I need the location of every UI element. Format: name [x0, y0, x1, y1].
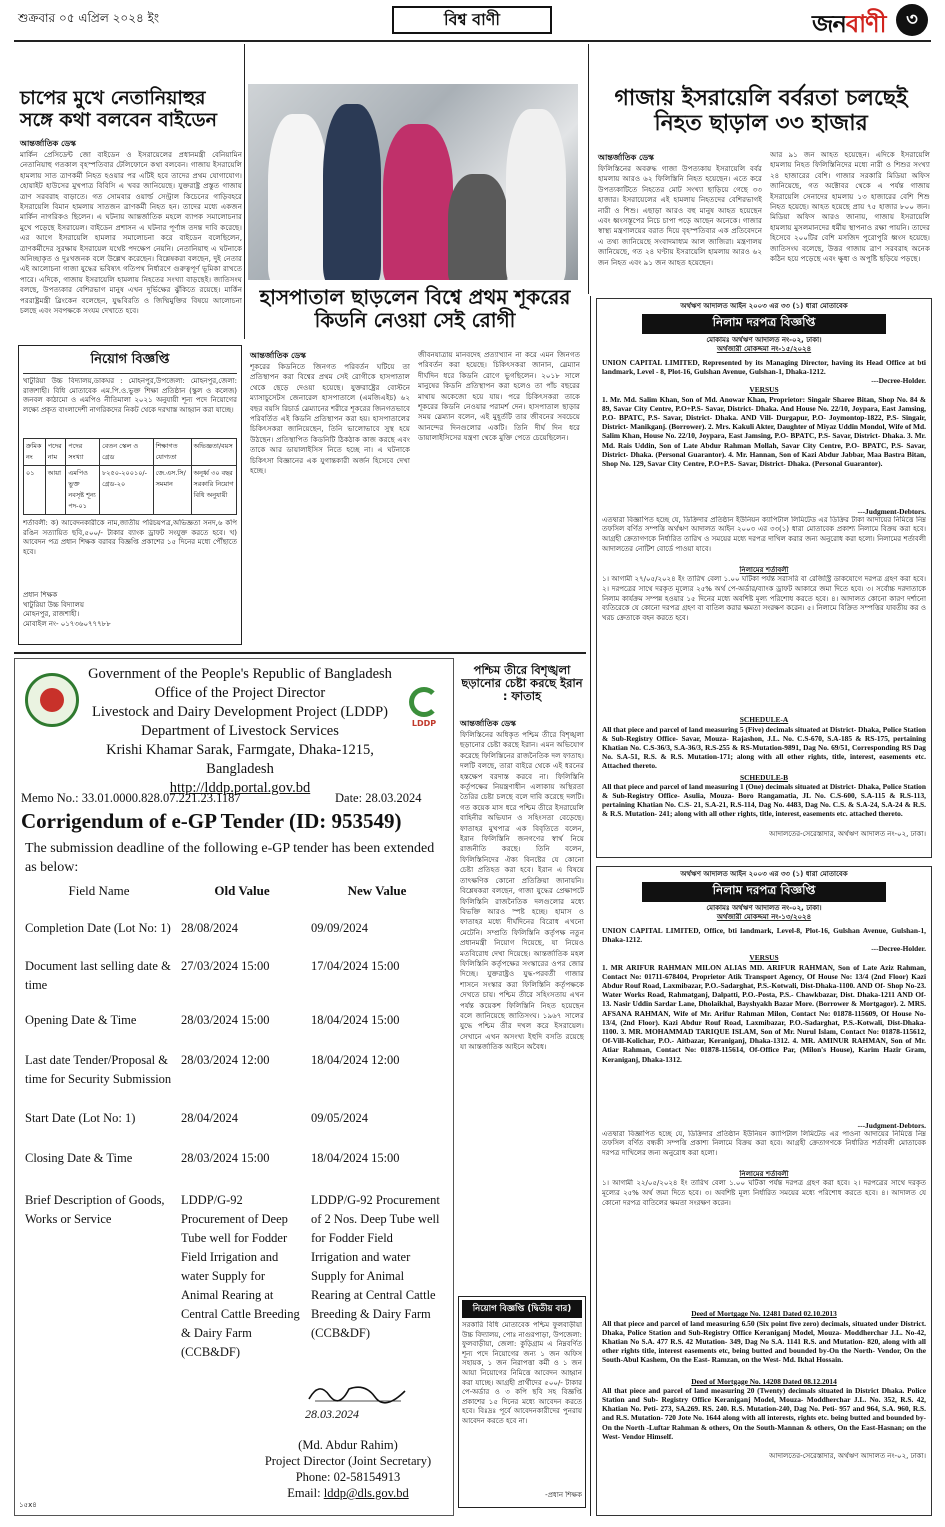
recruitment-ad-2 — [458, 1296, 586, 1508]
auction-2-title: নিলাম দরপত্র বিজ্ঞপ্তি — [642, 882, 886, 902]
story1-body: মার্কিন প্রেসিডেন্ট জো বাইডেন ও ইসরায়েলের প্রধানমন্ত্রী বেনিয়ামিন নেতানিয়াহু গতকাল বৃহস্পতিবার টেলিফোনে কথা বলবেন। গাজায় ইসরায়েলি হামলায় সাত ত্রাণকর্মী নিহত হওয়ার পর এটিই হবে তাদের প্রথম যোগাযোগ। হোয়াইট হাউসের মুখপাত্র বিবিসি এ খবর জানিয়েছে। যুক্তরাষ্ট্র প্রস্তুত গাজায় ত্রাণ সরবরাহ বাড়াতে। গত সোমবার ওয়ার্ল্ড সেন্ট্রাল কিচেনের গাড়িবহরে ইসরায়েলি বিমান হামলায় সাতজন ত্রাণকর্মী নিহত হন। তাদের মধ্যে একজন মার্কিন নাগরিকও ছিলেন। এ ঘটনায় আন্তর্জাতিক মহলে ব্যাপক সমালোচনার মুখে পড়েছে ইসরায়েল। বাইডেন প্রশাসন এ ঘটনার পূর্ণাঙ্গ তদন্ত দাবি করেছে। এর আগে ইসরায়েলি হামলার সমালোচনা করে বাইডেন বলেছিলেন, ত্রাণকর্মীদের সুরক্ষায় ইসরায়েল যথেষ্ট পদক্ষেপ নেয়নি। নেতানিয়াহু এ ঘটনাকে অনিচ্ছাকৃত ও দুঃখজনক বলে উল্লেখ করেছেন। বিশ্লেষকরা বলছেন, দুই নেতার এই আলোচনা গাজা যুদ্ধের ভবিষ্যৎ গতিপথ নির্ধারণে গুরুত্বপূর্ণ ভূমিকা রাখতে পারে। এদিকে, গাজায় ইসরায়েলি হামলায় নিহতের সংখ্যা বাড়ছেই। জাতিসংঘ বলছে, উপত্যকার বেশিরভাগ মানুষ এখন দুর্ভিক্ষের ঝুঁকিতে রয়েছে। মার্কিন পররাষ্ট্রমন্ত্রী ব্লিংকেন বলেছেন, যুদ্ধবিরতি ও জিম্মিমুক্তির বিষয়ে আলোচনা চলছে এবং সবপক্ষকে সংযম দেখাতে হবে। — [20, 150, 242, 316]
recruitment-signature: প্রধান শিক্ষক খাটুরিয়া উচ্চ বিদ্যালয় মোহনপুর, রাজশাহী। মোবাইল নং- ০১৭৩৬০৭৭৭৮৮ — [23, 591, 111, 628]
table-cell: 28/08/2024 — [181, 921, 238, 935]
table-cell: 28/04/2024 — [181, 1111, 238, 1125]
auction-2-deed-2: All that piece and parcel of land measuring 20 (Twenty) decimals situated in District Dhaka. Police Station and Sub- Registry Office Keraniganj Model, Mouza- Moddherchar J.L. No. 352, R.S. 42, Khatian No. Peti- 273, SA.269. RS. 240. R.S. Mutation-240, Dag No. Peti- 957 and 964, S.A. 960, R.S. and R.S. Mutation- 720 Jote No. 1644 along with all interests, rights etc. being butted and bounded by-On the North -Luftar Rahman & others, On the South-Mannan & others, On the East-Hasnan; on the West- Vendor Himself. — [602, 1385, 926, 1441]
auction-1-court: মোকামঃ অর্থঋণ আদালত নং-০২, ঢাকা। — [706, 335, 822, 344]
table-cell: ৮২৫০-২০০১০/- গ্রেড-২০ — [100, 466, 154, 515]
auction-2-plaintiff: UNION CAPITAL LIMITED, Office, bti landmark, Level-8, Plot-16, Gulshan Avenue, Gulshan-1, Dhaka-1212. — [602, 925, 926, 944]
table-row — [21, 1149, 447, 1191]
table-cell: আয়া — [45, 466, 66, 515]
col-header: বেতন স্কেল ও গ্রেড — [100, 439, 154, 466]
table-cell: Last date Tender/Proposal & time for Security Submission — [25, 1053, 172, 1086]
recruitment-2-title: নিয়োগ বিজ্ঞপ্তি (দ্বিতীয় বার) — [462, 1300, 582, 1318]
auction-2-deed-1: All that piece and parcel of land measuring 6.50 (Six point five zero) decimals, situated under District. Dhaka, Police Station and Sub-Registry Office Keraniganj Model, Mouza- Moddherchar J.L. No-42, Khatian No S.A. 477 R.S. 42 Mutation- 349, Dag No S.A. 1141 R.S. and Mutation- 820, along with all other rights title, interest easements etc, being butted and bounded by-On the North- Vendor, On the South-Abul Kashem, On the East- Ramzan, on the West- Md. Ikhal Hossain. — [602, 1318, 926, 1365]
tender-intro: The submission deadline of the following e-GP tender has been extended as below: — [25, 841, 435, 875]
story2-body-a: ফিলিস্তিনের অবরুদ্ধ গাজা উপত্যকায় ইসরায়েলি বর্বর হামলায় আরও ৬২ ফিলিস্তিনি নিহত হয়েছেন। এতে করে উপত্যকাটিতে নিহতের মোট সংখ্যা ছাড়িয়ে গেছে ৩৩ হাজার। ইসরায়েলের এই হামলায় নিহতদের বেশিরভাগই নারী ও শিশু। এছাড়া আরও বহু মানুষ আহত হয়েছেন এবং ধ্বংসস্তূপের নিচে চাপা পড়ে আছেন অনেকে। গাজার স্বাস্থ্য মন্ত্রণালয়ের বরাত দিয়ে বৃহস্পতিবার এক প্রতিবেদনে এ তথ্য জানিয়েছে সংবাদমাধ্যম আল জাজিরা। মন্ত্রণালয় জানিয়েছে, গত ২৪ ঘণ্টায় ইসরায়েলি হামলায় আরও ৬২ জন নিহত এবং ৯১ জন আহত হয়েছেন। — [598, 164, 762, 267]
table-cell: 18/04/2024 12:00 — [311, 1053, 400, 1067]
tender-signatory: (Md. Abdur Rahim) Project Director (Joint Secretary) Phone: 02-58154913 Email: lddp@dls.gov.bd — [264, 1438, 432, 1500]
header-rule — [14, 40, 931, 42]
auction-1-defendants: 1. Mr. Md. Salim Khan, Son of Md. Anowar Khan, Proprietor: Singair Sharee Bitan, Shop No. 84 & 89, Savar City Centre, P.O+P.S- Savar, District- Dhaka. And House No. 22/10, Joypara, East Jamsing, P.O- BPATC, P.S- Savar, District- Dhaka. AND Vill- Durgapur, P.O- Joymontop-1822, P.S- Singair, District- Manikganj. (Borrower). 2. Mrs. Kakuli Akter, Daughter of Miyaz Uddin Mondol, Wife of Md. Salim Khan, House No. 22/10, Joypara, East Jamsing, P.O- BPATC, P.S- Savar, District- Dhaka. 3. Mr. Md. Rais Uddin, Son of Late Abdur Rahman Mollah, Savar City Centre, P.O- BPATC, P.S- Savar, District- Dhaka. (Personal Guarantor). 4. Mr. Hannan, Son of Kazi Abdur Jabbar, Maa Bastra Bitan, Shop No. 129, Savar City Centre, P.O+P.S- Savar, District- Dhaka. (Personal Guarantor). — [602, 394, 926, 469]
auction-notice-1: অর্থঋণ আদালত আইন ২০০৩ এর ৩৩ (১) ধারা মোতাবেক নিলাম দরপত্র বিজ্ঞপ্তি মোকামঃ অর্থঋণ আদালত নং-০২, ঢাকা। অর্থজারী মোকদ্দমা নং-১৫/২০২৪ UNION CAPITAL LIMITED, Represented by its Managing Director, having its Head Office at bti landmark, Level - 8, Plot-16, Gulshan Avenue, Gulshan-1, Dhaka-1212. ---Decree-Holder. VERSUS 1. Mr. Md. Salim Khan, Son of Md. Anowar Khan, Proprietor: Singair Sharee Bitan, Shop No. 84 & 89, Savar City Centre, P.O+P.S- Savar, District- Dhaka. And House No. 22/10, Joypara, East Jamsing, P.O- BPATC, P.S- Savar, District- Dhaka. AND Vill- Durgapur, P.O- Joymontop-1822, P.S- Singair, District- Manikganj. (Borrower). 2. Mrs. Kakuli Akter, Daughter of Miyaz Uddin Mondol, Wife of Md. Salim Khan, House No. 22/10, Joypara, East Jamsing, P.O- BPATC, P.S- Savar, District- Dhaka. 3. Mr. Md. Rais Uddin, Son of Late Abdur Rahman Mollah, Savar City Centre, P.O- BPATC, P.S- Savar, District- Dhaka. (Personal Guarantor). 4. Mr. Hannan, Son of Kazi Abdur Jabbar, Maa Bastra Bitan, Shop No. 129, Savar City Centre, P.O+P.S- Savar, District- Dhaka. (Personal Guarantor). ---Judgment-Debtors. এতদ্বারা বিজ্ঞাপিত হচ্ছে যে, ডিক্রিদার প্রতিষ্ঠান ইউনিয়ন ক্যাপিটাল লিমিটেড এর ডিক্রির টাকা আদায়ের নিমিত্তে নিম্ন তফসিল বর্ণিত সম্পত্তি অর্থঋণ আদালত আইন ২০০৩ এর ৩৩(১) ধারা মোতাবেক প্রকাশ্য নিলামে বিক্রয় করা হবে। আগ্রহী ক্রেতাগণকে নির্ধারিত তারিখ ও সময়ের মধ্যে দরপত্র দাখিল করার জন্য অনুরোধ করা হলো। নিলামের শর্তাবলী আদালতের নোটিশ বোর্ডে পাওয়া যাবে। নিলামের শর্তাবলী ১। আগামী ২৭/০৫/২০২৪ ইং তারিখ বেলা ১.০০ ঘটিকা পর্যন্ত সরাসরি বা রেজিস্ট্রি ডাকযোগে দরপত্র গ্রহণ করা হবে। ২। দরপত্রের সাথে দরকৃত মূল্যের ২৫% অর্থ পে-অর্ডার/ব্যাংক ড্রাফট আকারে জমা দিতে হবে। ৩। সর্বোচ্চ দরদাতাকে নিলাম কার্যক্রম সম্পন্ন হওয়ার ১৫ দিনের মধ্যে অবশিষ্ট মূল্য পরিশোধ করতে হবে। ৪। আদালত কোনো কারণ দর্শানো ব্যতিরেকে যে কোনো দরপত্র গ্রহণ বা বাতিল করার ক্ষমতা সংরক্ষণ করেন। ৫। নিলামে বিক্রিত সম্পত্তির যাবতীয় কর ও খরচ ক্রেতাকে বহন করতে হবে। SCHEDULE-A All that piece and parcel of land measuring 5 (Five) decimals situated at District- Dhaka, Police Station & Sub-Registry Office- Savar, Mouza- Rajashon, J.L. No. C.S-670, S.A-185 & RS-175, pertaining Khatian No. C.S-36/3, S.A-36/3, R.S-255 & RS-Mutation-9891, Dag No. 69/51, Corresponding RS Dag No. S.A-51, R.S. & R.S. Mutation-171; along with all other rights, title, interest, easements etc. Attached thereto. SCHEDULE-B All that piece and parcel of land measuring 1 (One) decimals situated at District- Dhaka, Police Station & Sub-Registry Office- Asulia, Mouza- Boro Rangamatia, JL No. C.S-600, S.A-115 & R.S-113, pertaining Khatian No. C.S- 21, S.A-21, R.S-114, Dag No. 4483, Dag No. C.S. & S.A-24, S.A-24 & R.S. & R.S. Mutation- 241; along with all other rights, title, interest, easements etc. attached thereto. আদালতের-সেরেস্তাদার, অর্থঋণ আদালত নং-০২, ঢাকা। — [596, 298, 932, 858]
table-cell: জে.এস.সি/ সমমান — [153, 466, 191, 515]
table-cell: LDDP/G-92 Procurement of 2 Nos. Deep Tube well for Fodder Field Irrigation and water Supply for Animal Rearing at Central Cattle Breeding & Dairy Farm (CCB&DF) — [311, 1193, 440, 1340]
story1-headline: চাপের মুখে নেতানিয়াহুর সঙ্গে কথা বলবেন বাইডেন — [20, 87, 217, 131]
col-header: শিক্ষাগত যোগ্যতা — [153, 439, 191, 466]
auction-2-case: অর্থজারী মোকদ্দমা নং-১৩/২০২৪ — [716, 913, 812, 922]
table-cell: LDDP/G-92 Procurement of Deep Tube well for Fodder Field Irrigation and water Supply for Animal Rearing at Central Cattle Breeding & Dairy Farm (CCB&DF) — [181, 1193, 300, 1359]
table-cell: ০১ — [24, 466, 46, 515]
issue-date: শুক্রবার ০৫ এপ্রিল ২০২৪ ইং — [18, 11, 160, 25]
story3-byline: আন্তর্জাতিক ডেস্ক — [250, 351, 306, 360]
government-seal-icon — [25, 673, 79, 727]
section-rule — [14, 652, 586, 654]
signature-date: 28.03.2024 — [305, 1407, 359, 1421]
col-header: ক্রমিক নং — [24, 439, 46, 466]
story4-headline: পশ্চিম তীরে বিশৃঙ্খলা ছড়ানোর চেষ্টা করছে ইরান : ফাতাহ — [461, 663, 583, 704]
auction-2-footer: আদালতের-সেরেস্তাদার, অর্থঋণ আদালত নং-০২, ঢাকা। — [769, 1451, 926, 1460]
recruitment-title: নিয়োগ বিজ্ঞপ্তি — [23, 350, 237, 374]
col-header: অভিজ্ঞতা/বয়স — [191, 439, 236, 466]
recruitment-terms: শর্তাবলী: ক) আবেদনকারীকে নাম,জাতীয় পরিচয়পত্র,অভিজ্ঞতা সনদ,৬ কপি রঙিন সত্যায়িত ছবি,৫০০/- টাকার ব্যাংক ড্রাফট সংযুক্ত করতে হবে। খ) আবেদন পত্র প্রধান শিক্ষক বরাবর বিজ্ঞপ্তি প্রকাশের ১৫ দিনের মধ্যে পৌঁছাতে হবে। — [23, 519, 237, 556]
table-row — [24, 466, 237, 515]
auction-2-body: এতদ্বারা বিজ্ঞাপিত হচ্ছে যে, ডিক্রিদার প্রতিষ্ঠান ইউনিয়ন ক্যাপিটাল লিমিটেড এর পাওনা আদায়ের নিমিত্তে নিম্ন তফসিল বর্ণিত বন্ধকী সম্পত্তি প্রকাশ্য নিলামে বিক্রয় করা হবে। আগ্রহী ক্রেতাগণকে নির্ধারিত শর্তাবলী মোতাবেক দরপত্র দাখিলের জন্য অনুরোধ করা হলো। — [602, 1129, 926, 1157]
recruitment-intro: খাটুরিয়া উচ্চ বিদ্যালয়,ডাকঘর : মোহনপুর,উপজেলা: মোহনপুর,জেলা: রাজশাহী। বিধি মোতাবেক এম.পি.ও.ভুক্ত শিক্ষা প্রতিষ্ঠান (স্কুল ও কলেজ) জনবল কাঠামো ও এমপিও নীতিমালা ২০২১ অনুযায়ী শূন্য পদে নিয়োগের লক্ষ্যে প্রকৃত বাংলাদেশী নাগরিকদের নিকট থেকে দরখাস্ত আহ্বান করা যাচ্ছে। — [23, 377, 237, 414]
tender-table — [21, 881, 447, 1362]
tender-letterhead: Government of the People's Republic of Bangladesh Office of the Project Director Livestock and Dairy Development Project (LDDP) Department of Livestock Services Krishi Khamar Sarak, Farmgate, Dhaka-1215, Bangladesh http://lddp.portal.gov.bd — [75, 665, 405, 798]
table-cell: Closing Date & Time — [25, 1151, 133, 1165]
col-field-name: Field Name — [68, 883, 130, 898]
tender-email-link[interactable]: lddp@dls.gov.bd — [323, 1486, 409, 1500]
col-old-value: Old Value — [214, 883, 270, 898]
section-title: বিশ্ব বাণী — [392, 6, 552, 34]
auction-1-schedule-b: All that piece and parcel of land measuring 1 (One) decimals situated at District- Dhaka, Police Station & Sub-Registry Office- Asulia, Mouza- Boro Rangamatia, JL No. C.S-600, S.A-115 & R.S-113, pertaining Khatian No. C.S- 21, S.A-21, R.S-114, Dag No. 4483, Dag No. C.S. & S.A-24, S.A-24 & R.S. & R.S. Mutation- 241; along with all other rights, title, interest, easements etc. attached thereto. — [602, 781, 926, 819]
table-cell: 27/03/2024 15:00 — [181, 959, 270, 973]
lddp-logo-icon: LDDP — [401, 685, 447, 731]
story3-headline: হাসপাতাল ছাড়লেন বিশ্বে প্রথম শূকরের কিডনি নেওয়া সেই রোগী — [259, 285, 571, 332]
recruitment-table — [23, 438, 237, 515]
tender-date: Date: 28.03.2024 — [335, 791, 422, 805]
signature-scribble — [305, 1379, 425, 1405]
table-row — [21, 1051, 447, 1109]
page-number: ৩ — [896, 4, 928, 36]
table-row — [21, 1109, 447, 1149]
auction-notice-2: অর্থঋণ আদালত আইন ২০০৩ এর ৩৩ (১) ধারা মোতাবেক নিলাম দরপত্র বিজ্ঞপ্তি মোকামঃ অর্থঋণ আদালত নং-০২, ঢাকা। অর্থজারী মোকদ্দমা নং-১৩/২০২৪ UNION CAPITAL LIMITED, Office, bti landmark, Level-8, Plot-16, Gulshan Avenue, Gulshan-1, Dhaka-1212. ---Decree-Holder. VERSUS 1. MR ARIFUR RAHMAN MILON ALIAS MD. ARIFUR RAHMAN, Son of Late Aziz Rahman, Contact No: 01711-678404, Proprietor Atik Transport Agency, Of House No: 13/4 (2nd Floor) Kazi Abdur Rouf Road, Laxmibazar, P.O.-Sadarghat, P.S.-Kotwali, Dist-Dhaka-1100. AND Of- Shop No-23. Water Works Road, Rahmatganj, Dalpatti, P.O.-Posta, P.S.- Chawkbazar, Dist. Dhaka-1211 AND Of-13. Nasir Uddin Sardar Lane, Dholaikhal, Bayshyakh Bazar More. (Borrower & Mortgagor). 2. MRS. AFSANA RAHMAN, Wife of Mr. Arifur Rahman Milon, Contact No: 01878-115609, Of House No-13/4, (2nd Floor). Kazi Abdur Rouf Road, Laxmibazar, P.O.-Sadarghat, P.S.-Kotwali, Dist-Dhaka-1100. 3. MR. MOHAMMAD TARIQUE ISLAM, Son of Mr. Nurul Islam, Contact No: 01878-115612, Of-Vill-Kolichar, P.O.- Aitbazar, Keraniganj, Dhaka-1312. 4. MR. AMINUR RAHMAN, Son of Mr. Atiar Rahman, Contact No: 01878-115614, Of-Office Par, (Milon's House), Karim Hazir Gram, Keraniganj, Dhaka-1312. ---Judgment-Debtors. এতদ্বারা বিজ্ঞাপিত হচ্ছে যে, ডিক্রিদার প্রতিষ্ঠান ইউনিয়ন ক্যাপিটাল লিমিটেড এর পাওনা আদায়ের নিমিত্তে নিম্ন তফসিল বর্ণিত বন্ধকী সম্পত্তি প্রকাশ্য নিলামে বিক্রয় করা হবে। আগ্রহী ক্রেতাগণকে নির্ধারিত শর্তাবলী মোতাবেক দরপত্র দাখিলের জন্য অনুরোধ করা হলো। নিলামের শর্তাবলী ১। আগামী ২২/০৫/২০২৪ ইং তারিখ বেলা ১.০০ ঘটিকা পর্যন্ত দরপত্র গ্রহণ করা হবে। ২। দরপত্রের সাথে দরকৃত মূল্যের ২৫% অর্থ জমা দিতে হবে। ৩। অবশিষ্ট মূল্য নির্ধারিত সময়ের মধ্যে পরিশোধ করতে হবে। ৪। আদালত যে কোনো দরপত্র বাতিলের ক্ষমতা সংরক্ষণ করেন। Deed of Mortgage No. 12481 Dated 02.10.2013 All that piece and parcel of land measuring 6.50 (Six point five zero) decimals, situated under District. Dhaka, Police Station and Sub-Registry Office Keraniganj Model, Mouza- Moddherchar J.L. No-42, Khatian No S.A. 477 R.S. 42 Mutation- 349, Dag No S.A. 1141 R.S. and Mutation- 820, along with all other rights title, interest easements etc, being butted and bounded by-On the North- Vendor, On the South-Abul Kashem, On the East- Ramzan, on the West- Md. Ikhal Hossain. Deed of Mortgage No. 14208 Dated 08.12.2014 All that piece and parcel of land measuring 20 (Twenty) decimals situated in District Dhaka. Police Station and Sub- Registry Office Keraniganj Model, Mouza- Moddherchar J.L. No. 352, R.S. 42, Khatian No. Peti- 273, SA.269. RS. 240. R.S. Mutation-240, Dag No. Peti- 957 and 964, S.A. 960, R.S. and R.S. Mutation- 720 Jote No. 1644 along with all interests, rights etc. being butted and bounded by-On the North -Luftar Rahman & others, On the South-Mannan & others, On the East-Hasnan; on the West- Vendor Himself. আদালতের-সেরেস্তাদার, অর্থঋণ আদালত নং-০২, ঢাকা। — [596, 866, 932, 1516]
auction-1-terms: ১। আগামী ২৭/০৫/২০২৪ ইং তারিখ বেলা ১.০০ ঘটিকা পর্যন্ত সরাসরি বা রেজিস্ট্রি ডাকযোগে দরপত্র গ্রহণ করা হবে। ২। দরপত্রের সাথে দরকৃত মূল্যের ২৫% অর্থ পে-অর্ডার/ব্যাংক ড্রাফট আকারে জমা দিতে হবে। ৩। সর্বোচ্চ দরদাতাকে নিলাম কার্যক্রম সম্পন্ন হওয়ার ১৫ দিনের মধ্যে অবশিষ্ট মূল্য পরিশোধ করতে হবে। ৪। আদালত কোনো কারণ দর্শানো ব্যতিরেকে যে কোনো দরপত্র গ্রহণ বা বাতিল করার ক্ষমতা সংরক্ষণ করেন। ৫। নিলামে বিক্রিত সম্পত্তির যাবতীয় কর ও খরচ ক্রেতাকে বহন করতে হবে। — [602, 575, 926, 622]
story4-body: ফিলিস্তিনের অধিকৃত পশ্চিম তীরে বিশৃঙ্খলা ছড়ানোর চেষ্টা করছে ইরান। এমন অভিযোগ করেছে ফিলিস্তিনের রাজনৈতিক দল ফাতাহ। দলটি বলছে, তারা বাইরে থেকে এই ধরনের হস্তক্ষেপ বরদাস্ত করবে না। ফিলিস্তিনি কর্তৃপক্ষের নিয়ন্ত্রণাধীন এলাকায় অস্থিরতা তৈরির চেষ্টা চলছে বলে দাবি করেছে দলটি। গত কয়েক মাস ধরে পশ্চিম তীরে ইসরায়েলি বাহিনীর অভিযান ও সহিংসতা বেড়েছে। ফাতাহর মুখপাত্র এক বিবৃতিতে বলেন, ইরান ফিলিস্তিনি জনগণের স্বার্থ নিয়ে রাজনীতি করছে। তিনি বলেন, ফিলিস্তিনিদের ঐক্য বিনষ্টের যে কোনো চেষ্টা প্রতিহত করা হবে। ইরান এ বিষয়ে তাৎক্ষণিক কোনো প্রতিক্রিয়া জানায়নি। বিশ্লেষকরা বলছেন, গাজা যুদ্ধের প্রেক্ষাপটে ফিলিস্তিনি রাজনৈতিক দলগুলোর মধ্যে বিভক্তি আরও স্পষ্ট হচ্ছে। হামাস ও ফাতাহর মধ্যে দীর্ঘদিনের বিরোধ এখনো মেটেনি। সম্প্রতি ফিলিস্তিনি কর্তৃপক্ষ নতুন প্রধানমন্ত্রী নিয়োগ দিয়েছে, যা নিয়েও মতবিরোধ দেখা দিয়েছে। আন্তর্জাতিক মহল ফিলিস্তিনি কর্তৃপক্ষের সংস্কারের ওপর জোর দিচ্ছে। যুক্তরাষ্ট্রও যুদ্ধ-পরবর্তী গাজার শাসনে সংস্কার করা ফিলিস্তিনি কর্তৃপক্ষকে দেখতে চায়। পশ্চিম তীরে সহিংসতায় এখন পর্যন্ত কয়েকশ ফিলিস্তিনি নিহত হয়েছেন বলে জানিয়েছে জাতিসংঘ। ১৯৬৭ সালের যুদ্ধে পশ্চিম তীর দখল করে ইসরায়েল। সেখানে এখন অসংখ্য ইহুদি বসতি রয়েছে যা আন্তর্জাতিক আইনে অবৈধ। — [460, 730, 584, 1052]
col-divider — [590, 296, 591, 1516]
auction-1-title: নিলাম দরপত্র বিজ্ঞপ্তি — [642, 314, 886, 334]
table-cell: Start Date (Lot No: 1) — [25, 1111, 136, 1125]
table-row — [21, 957, 447, 1011]
table-cell: 17/04/2024 15:00 — [311, 959, 400, 973]
table-cell: 28/03/2024 12:00 — [181, 1053, 270, 1067]
story3-body-b: জীবনযাত্রায় মানবদেহ প্রত্যাখ্যান না করে এমন জিনগত পরিবর্তন করা হয়েছে। চিকিৎসকরা জানান, স্লেম্যান দীর্ঘদিন ধরে কিডনি রোগে ভুগছিলেন। ২০১৮ সালে মানুষের কিডনি প্রতিস্থাপন করা হলেও তা পাঁচ বছরের মাথায় অকেজো হয়ে যায়। পরে চিকিৎসকরা তাকে শূকরের কিডনি নেওয়ার পরামর্শ দেন। হাসপাতাল ছাড়ার সময় স্লেম্যান বলেন, এই মুহূর্তটি তার জীবনের সবচেয়ে আনন্দের দিনগুলোর একটি। তিনি দীর্ঘ দিন ধরে ডায়ালাইসিসের যন্ত্রণা থেকে মুক্তি পেতে চেয়েছিলেন। — [418, 350, 580, 443]
auction-1-case: অর্থজারী মোকদ্দমা নং-১৫/২০২৪ — [716, 345, 812, 354]
table-cell: Brief Description of Goods, Works or Service — [25, 1193, 165, 1226]
table-cell: 28/03/2024 15:00 — [181, 1151, 270, 1165]
col-new-value: New Value — [347, 883, 407, 898]
auction-1-act: অর্থঋণ আদালত আইন ২০০৩ এর ৩৩ (১) ধারা মোতাবেক — [680, 302, 848, 310]
story2-byline: আন্তর্জাতিক ডেস্ক — [598, 153, 654, 162]
table-row — [21, 1011, 447, 1051]
story2-body-b: আর ৯১ জন আহত হয়েছেন। এদিকে ইসরায়েলি হামলায় নিহত ফিলিস্তিনিদের মধ্যে নারী ও শিশুর সংখ্যা ২৪ হাজারের বেশি। গাজার সরকারি মিডিয়া অফিস জানিয়েছে, গত অক্টোবর থেকে এ পর্যন্ত গাজায় ইসরায়েলি সেনাদের হামলায় ১৩ হাজারের বেশি শিশু নিহত হয়েছে। আহত হয়েছে প্রায় ৭৫ হাজার ৮০০ জন। মিডিয়া অফিস আরও জানায়, গাজায় ইসরায়েলি হামলায় মুসলমানদের ধর্মীয় স্থাপনাও রক্ষা পায়নি। তাদের হিসেবে ২০০টির বেশি মসজিদ পুরোপুরি ধ্বংস হয়েছে। জাতিসংঘ বলেছে, উত্তর গাজায় ত্রাণ সরবরাহ অনেক কঠিন হয়ে পড়েছে এবং ক্ষুধা ও অপুষ্টি ছড়িয়ে পড়ছে। — [770, 150, 930, 264]
col-header: পদের সংখ্যা — [66, 439, 100, 466]
auction-1-schedule-a: All that piece and parcel of land measuring 5 (Five) decimals situated at District- Dhaka, Police Station & Sub-Registry Office- Savar, Mouza- Rajashon, J.L. No. C.S-670, S.A-185 & RS-175, pertaining Khatian No. C.S-36/3, S.A-36/3, R.S-255 & RS-Mutation-9891, Dag No. 69/51, Corresponding RS Dag No. S.A-51, R.S. & R.S. Mutation-171; along with all other rights, title, interest, easements etc. Attached thereto. — [602, 724, 926, 771]
hospital-photo — [248, 84, 578, 280]
ad-code: ১৫x৪ — [19, 1501, 37, 1509]
auction-2-defendants: 1. MR ARIFUR RAHMAN MILON ALIAS MD. ARIFUR RAHMAN, Son of Late Aziz Rahman, Contact No: 01711-678404, Proprietor Atik Transport Agency, Of House No: 13/4 (2nd Floor) Kazi Abdur Rouf Road, Laxmibazar, P.O.-Sadarghat, P.S.-Kotwali, Dist-Dhaka-1100. AND Of- Shop No-23. Water Works Road, Rahmatganj, Dalpatti, P.O.-Posta, P.S.- Chawkbazar, Dist. Dhaka-1211 AND Of-13. Nasir Uddin Sardar Lane, Dholaikhal, Bayshyakh Bazar More. (Borrower & Mortgagor). 2. MRS. AFSANA RAHMAN, Wife of Mr. Arifur Rahman Milon, Contact No: 01878-115609, Of House No-13/4, (2nd Floor). Kazi Abdur Rouf Road, Laxmibazar, P.O.-Sadarghat, P.S.-Kotwali, Dist-Dhaka-1100. 3. MR. MOHAMMAD TARIQUE ISLAM, Son of Mr. Nurul Islam, Contact No: 01878-115612, Of-Vill-Kolichar, P.O.- Aitbazar, Keraniganj, Dhaka-1312. 4. MR. AMINUR RAHMAN, Son of Mr. Atiar Rahman, Contact No: 01878-115614, Of-Office Par, (Milon's House), Karim Hazir Gram, Keraniganj, Dhaka-1312. — [602, 962, 926, 1064]
tender-title: Corrigendum of e-GP Tender (ID: 953549) — [21, 809, 402, 833]
auction-2-terms: ১। আগামী ২২/০৫/২০২৪ ইং তারিখ বেলা ১.০০ ঘটিকা পর্যন্ত দরপত্র গ্রহণ করা হবে। ২। দরপত্রের সাথে দরকৃত মূল্যের ২৫% অর্থ জমা দিতে হবে। ৩। অবশিষ্ট মূল্য নির্ধারিত সময়ের মধ্যে পরিশোধ করতে হবে। ৪। আদালত যে কোনো দরপত্র বাতিলের ক্ষমতা সংরক্ষণ করেন। — [602, 1179, 926, 1207]
table-cell: 18/04/2024 15:00 — [311, 1151, 400, 1165]
tender-notice — [14, 658, 454, 1516]
table-cell: Completion Date (Lot No: 1) — [25, 921, 171, 935]
table-cell: এমপিও ভুক্ত নবসৃষ্ট শূন্য পদ-০১ — [66, 466, 100, 515]
table-cell: 09/05/2024 — [311, 1111, 368, 1125]
col-divider — [588, 44, 589, 294]
story2-headline: গাজায় ইসরায়েলি বর্বরতা চলছেই নিহত ছাড়াল ৩৩ হাজার — [614, 86, 908, 137]
story1-byline: আন্তর্জাতিক ডেস্ক — [20, 139, 76, 148]
story4-byline: আন্তর্জাতিক ডেস্ক — [460, 719, 516, 728]
auction-1-plaintiff: UNION CAPITAL LIMITED, Represented by its Managing Director, having its Head Office at bti landmark, Level - 8, Plot-16, Gulshan Avenue, Gulshan-1, Dhaka-1212. — [602, 357, 926, 376]
tender-memo: Memo No.: 33.01.0000.828.07.221.23.1187 — [21, 791, 241, 805]
table-cell: 18/04/2024 15:00 — [311, 1013, 400, 1027]
table-cell: Opening Date & Time — [25, 1013, 137, 1027]
table-row — [21, 1191, 447, 1362]
auction-1-body: এতদ্বারা বিজ্ঞাপিত হচ্ছে যে, ডিক্রিদার প্রতিষ্ঠান ইউনিয়ন ক্যাপিটাল লিমিটেড এর ডিক্রির টাকা আদায়ের নিমিত্তে নিম্ন তফসিল বর্ণিত সম্পত্তি অর্থঋণ আদালত আইন ২০০৩ এর ৩৩(১) ধারা মোতাবেক প্রকাশ্য নিলামে বিক্রয় করা হবে। আগ্রহী ক্রেতাগণকে নির্ধারিত তারিখ ও সময়ের মধ্যে দরপত্র দাখিল করার জন্য অনুরোধ করা হলো। নিলামের শর্তাবলী আদালতের নোটিশ বোর্ডে পাওয়া যাবে। — [602, 515, 926, 553]
recruitment-2-sign: -প্রধান শিক্ষক — [545, 1491, 582, 1499]
col-header: পদের নাম — [45, 439, 66, 466]
auction-2-court: মোকামঃ অর্থঋণ আদালত নং-০২, ঢাকা। — [706, 903, 822, 912]
table-cell: 09/09/2024 — [311, 921, 368, 935]
table-cell: Document last selling date & time — [25, 959, 171, 992]
col-divider — [244, 44, 245, 339]
brand-logo: জনবাণী — [812, 10, 886, 38]
table-row — [21, 919, 447, 957]
story3-body-a: শূকরের কিডনিতে জিনগত পরিবর্তন ঘটিয়ে তা প্রতিস্থাপন করা বিশ্বের প্রথম সেই রোগীকে হাসপাতাল থেকে ছেড়ে দেওয়া হয়েছে। যুক্তরাষ্ট্রের বোস্টনে ম্যাসাচুসেটস জেনারেল হাসপাতালে (এমজিএইচ) ৬২ বছর বয়সি রিচার্ড স্লেম্যানের শরীরে শূকরের জিনগতভাবে পরিবর্তিত এই কিডনি প্রতিস্থাপন করা হয়। হাসপাতালের চিকিৎসকরা জানিয়েছেন, তিনি ভালোভাবে সুস্থ হয়ে উঠছেন। প্রতিস্থাপিত কিডনিটি ঠিকঠাক কাজ করছে এবং তাকে আর ডায়ালাইসিস নিতে হচ্ছে না। এ ঘটনাকে চিকিৎসা বিজ্ঞানের এক যুগান্তকারী অর্জন হিসেবে দেখা হচ্ছে। — [250, 362, 410, 476]
auction-1-footer: আদালতের-সেরেস্তাদার, অর্থঋণ আদালত নং-০২, ঢাকা। — [769, 829, 926, 838]
recruitment-ad — [18, 345, 242, 645]
table-cell: 28/03/2024 15:00 — [181, 1013, 270, 1027]
auction-2-act: অর্থঋণ আদালত আইন ২০০৩ এর ৩৩ (১) ধারা মোতাবেক — [680, 870, 848, 878]
table-cell: অনূর্ধ্ব ৩০ বছর সরকারি নিয়োগ বিধি অনুযায়ী — [191, 466, 236, 515]
tender-website-link[interactable]: http://lddp.portal.gov.bd — [169, 780, 311, 796]
recruitment-2-body: সরকারি বিধি মোতাবেক পশ্চিম ফুলবাড়ীয়া উচ্চ বিদ্যালয়, পোঃ নাগুরপাড়া, উপজেলা: ফুলবাড়ীয়া, জেলা: কুড়িগ্রাম এ নিম্নবর্ণিত শূন্য পদে নিয়োগের জন্য ১ জন অফিস সহায়ক, ১ জন নিরাপত্তা কর্মী ও ১ জন আয়া নিয়োগের নিমিত্তে আবেদন আহ্বান করা যাচ্ছে। আগ্রহী প্রার্থীদের ৫০০/- টাকার পে-অর্ডার ও ৩ কপি ছবি সহ বিজ্ঞপ্তি প্রকাশের ১৫ দিনের মধ্যে আবেদন করতে হবে। বিঃদ্রঃ পূর্বে আবেদনকারীদের পুনরায় আবেদন করতে হবে না। — [462, 1321, 582, 1425]
